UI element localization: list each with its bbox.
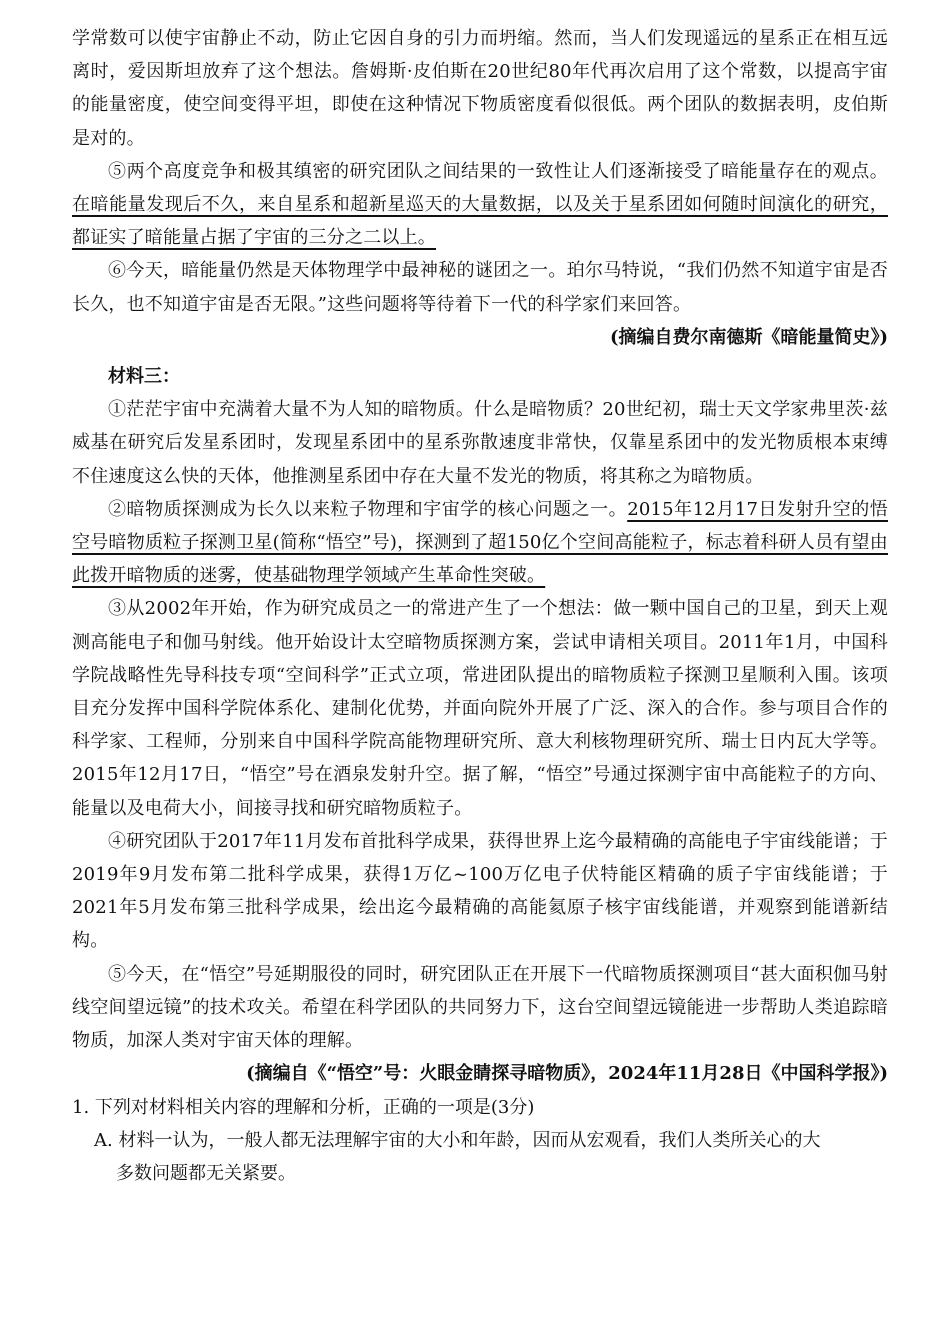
material2-paragraph-5 (72, 155, 888, 255)
question-1-option-a[interactable] (72, 1124, 888, 1190)
material3-paragraph-2-underlined: 2015年12月17日发射升空的悟空号暗物质粒子探测卫星(简称“悟空”号)，探测到了超150亿个空间高能粒子，标志着科研人员有望由此拨开暗物质的迷雾，使基础物理学领域产生革命性突破。 (72, 498, 888, 587)
material3-paragraph-5: ⑤今天，在“悟空”号延期服役的同时，研究团队正在开展下一代暗物质探测项目“甚大面积伽马射线空间望远镜”的技术攻关。希望在科学团队的共同努力下，这台空间望远镜能进一步帮助人类追踪暗物质，加深人类对宇宙天体的理解。 (72, 963, 888, 1052)
material2-paragraph-4: 学常数可以使宇宙静止不动，防止它因自身的引力而坍缩。然而，当人们发现遥远的星系正在相互远离时，爱因斯坦放弃了这个想法。詹姆斯·皮伯斯在20世纪80年代再次启用了这个常数，以提高宇宙的能量密度，使空间变得平坦，即使在这种情况下物质密度看似很低。两个团队的数据表明，皮伯斯是对的。 (72, 28, 888, 149)
material2-paragraph-5-underlined: 在暗能量发现后不久，来自星系和超新星巡天的大量数据，以及关于星系团如何随时间演化的研究，都证实了暗能量占据了宇宙的三分之二以上。 (72, 194, 888, 249)
question-1-stem: 1. 下列对材料相关内容的理解和分析，正确的一项是(3分) (72, 1096, 535, 1118)
material3-paragraph-2 (72, 493, 888, 593)
material2-paragraph-6: ⑥今天，暗能量仍然是天体物理学中最神秘的谜团之一。珀尔马特说，“我们仍然不知道宇宙是否长久，也不知道宇宙是否无限。”这些问题将等待着下一代的科学家们来回答。 (72, 260, 888, 315)
material2-source: (摘编自费尔南德斯《暗能量简史》) (609, 326, 888, 348)
option-a-line-1: 材料一认为，一般人都无法理解宇宙的大小和年龄，因而从宏观看，我们人类所关心的大 (118, 1129, 821, 1151)
option-a-label: A. (94, 1129, 113, 1151)
option-a-line-2: 多数问题都无关紧要。 (116, 1162, 296, 1184)
material3-paragraph-1: ①茫茫宇宙中充满着大量不为人知的暗物质。什么是暗物质？20世纪初，瑞士天文学家弗里茨·兹威基在研究后发星系团时，发现星系团中的星系弥散速度非常快，仅靠星系团中的发光物质根本束缚不住速度这么快的天体，他推测星系团中存在大量不发光的物质，将其称之为暗物质。 (72, 399, 888, 487)
material3-source: (摘编自《“悟空”号：火眼金睛探寻暗物质》，2024年11月28日《中国科学报》) (246, 1063, 888, 1085)
material3-heading: 材料三： (108, 366, 180, 388)
material3-paragraph-3: ③从2002年开始，作为研究成员之一的常进产生了一个想法：做一颗中国自己的卫星，到天上观测高能电子和伽马射线。他开始设计太空暗物质探测方案，尝试申请相关项目。2011年1月，中国科学院战略性先导科技专项“空间科学”正式立项，常进团队提出的暗物质粒子探测卫星顺利入围。该项目充分发挥中国科学院体系化、建制化优势，并面向院外开展了广泛、深入的合作。参与项目合作的科学家、工程师，分别来自中国科学院高能物理研究所、意大利核物理研究所、瑞士日内瓦大学等。2015年12月17日，“悟空”号在酒泉发射升空。据了解，“悟空”号通过探测宇宙中高能粒子的方向、能量以及电荷大小，间接寻找和研究暗物质粒子。 (72, 598, 888, 819)
material3-paragraph-4: ④研究团队于2017年11月发布首批科学成果，获得世界上迄今最精确的高能电子宇宙线能谱；于2019年9月发布第二批科学成果，获得1万亿~100万亿电子伏特能区精确的质子宇宙线能谱；于2021年5月发布第三批科学成果，绘出迄今最精确的高能氦原子核宇宙线能谱，并观察到能谱新结构。 (72, 830, 888, 952)
material3-paragraph-2-plain: ②暗物质探测成为长久以来粒子物理和宇宙学的核心问题之一。 (108, 498, 628, 520)
material2-paragraph-5-plain: ⑤两个高度竞争和极其缜密的研究团队之间结果的一致性让人们逐渐接受了暗能量存在的观点。 (108, 160, 888, 182)
